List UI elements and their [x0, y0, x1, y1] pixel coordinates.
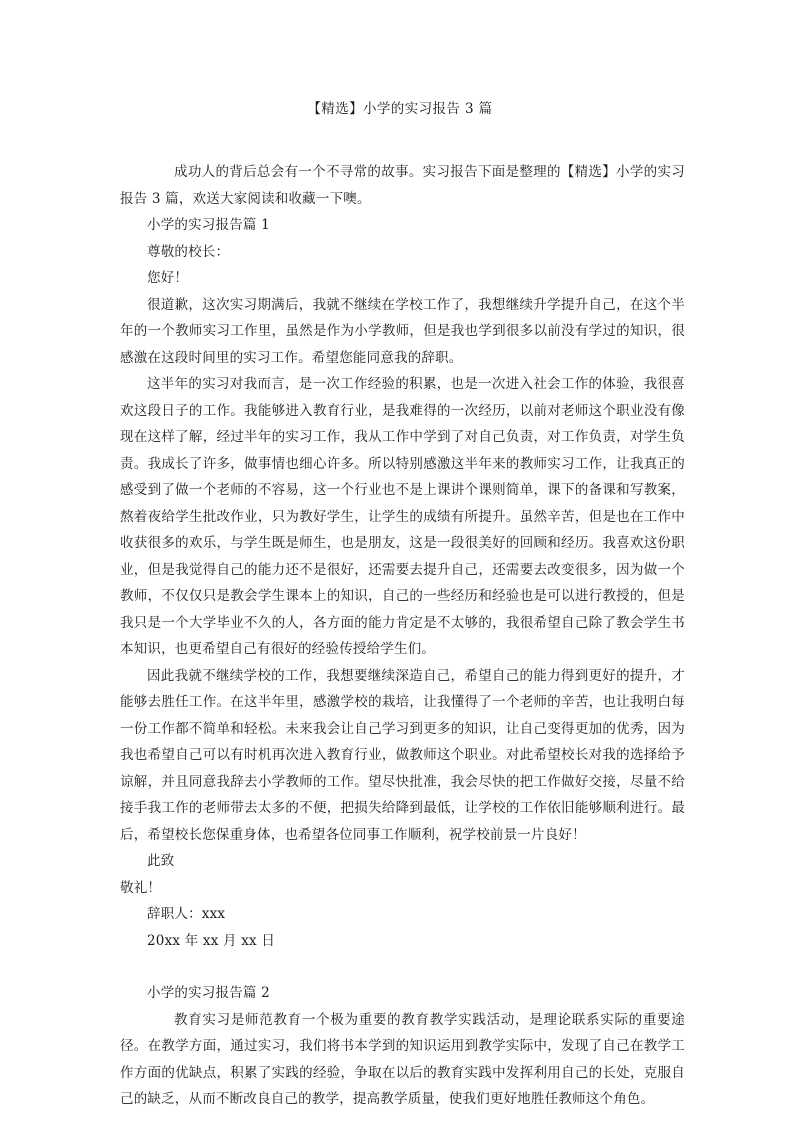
closing-line-2: 敬礼！	[120, 879, 162, 896]
greeting: 您好！	[147, 270, 189, 286]
signer: 辞职人：xxx	[147, 906, 226, 922]
report1-paragraph-2: 这半年的实习对我而言，是一次工作经验的积累，也是一次进入社会工作的体验，我很喜欢这段日子的工作。我能够进入教育行业，是我难得的一次经历，以前对老师这个职业没有像现在这样了解，经过半年的实习工作，我从工作中学到了对自己负责，对工作负责，对学生负责。我成长了许多，做事情也细心许多。所以特别感激这半年来的教师实习工作，让我真正的感受到了做一个老师的不容易，这一个行业也不是上课讲个课则简单，课下的备课和写教案，熬着夜给学生批改作业，只为教好学生，让学生的成绩有所提升。虽然辛苦，但是也在工作中收获很多的欢乐，与学生既是师生，也是朋友，这是一段很美好的回顾和经历。我喜欢这份职业，但是我觉得自己的能力还不是很好，还需要去提升自己，还需要去改变很多，因为做一个教师，不仅仅只是教会学生课本上的知识，自己的一些经历和经验也是可以进行教授的，但是我只是一个大学毕业不久的人，各方面的能力肯定是不太够的，我很希望自己除了教会学生书本知识，也更希望自己有很好的经验传授给学生们。	[120, 376, 685, 657]
intro-paragraph: 成功人的背后总会有一个不寻常的故事。实习报告下面是整理的【精选】小学的实习报告 3 篇，欢送大家阅读和收藏一下噢。	[120, 164, 685, 207]
salutation: 尊敬的校长：	[147, 243, 230, 260]
document-body	[120, 159, 685, 1113]
closing-line-1: 此致	[147, 853, 175, 869]
report2-heading: 小学的实习报告篇 2	[147, 985, 270, 1001]
report1-paragraph-1: 很道歉，这次实习期满后，我就不继续在学校工作了，我想继续升学提升自己，在这个半年的一个教师实习工作里，虽然是作为小学教师，但是我也学到很多以前没有学过的知识，很感激在这段时间里的实习工作。希望您能同意我的辞职。	[120, 296, 685, 366]
report1-paragraph-3: 因此我就不继续学校的工作，我想要继续深造自己，希望自己的能力得到更好的提升，才能够去胜任工作。在这半年里，感激学校的栽培，让我懂得了一个老师的辛苦，也让我明白每一份工作都不简单和轻松。未来我会让自己学习到更多的知识，让自己变得更加的优秀，因为我也希望自己可以有时机再次进入教育行业，做教师这个职业。对此希望校长对我的选择给予谅解，并且同意我辞去小学教师的工作。望尽快批准，我会尽快的把工作做好交接，尽量不给接手我工作的老师带去太多的不便，把损失给降到最低，让学校的工作依旧能够顺利进行。最后，希望校长您保重身体，也希望各位同事工作顺利，祝学校前景一片良好！	[120, 667, 685, 843]
report2-paragraph-1: 教育实习是师范教育一个极为重要的教育教学实践活动，是理论联系实际的重要途径。在教学方面，通过实习，我们将书本学到的知识运用到教学实际中，发现了自己在教学工作方面的优缺点，积累了实践的经验，争取在以后的教育实践中发挥利用自己的长处，克服自己的缺乏，从而不断改良自己的教学，提高教学质量，使我们更好地胜任教师这个角色。	[120, 1011, 685, 1107]
document-title: 【精选】小学的实习报告 3 篇	[307, 101, 493, 117]
date: 20xx 年 xx 月 xx 日	[147, 932, 276, 949]
report1-heading: 小学的实习报告篇 1	[147, 217, 270, 233]
